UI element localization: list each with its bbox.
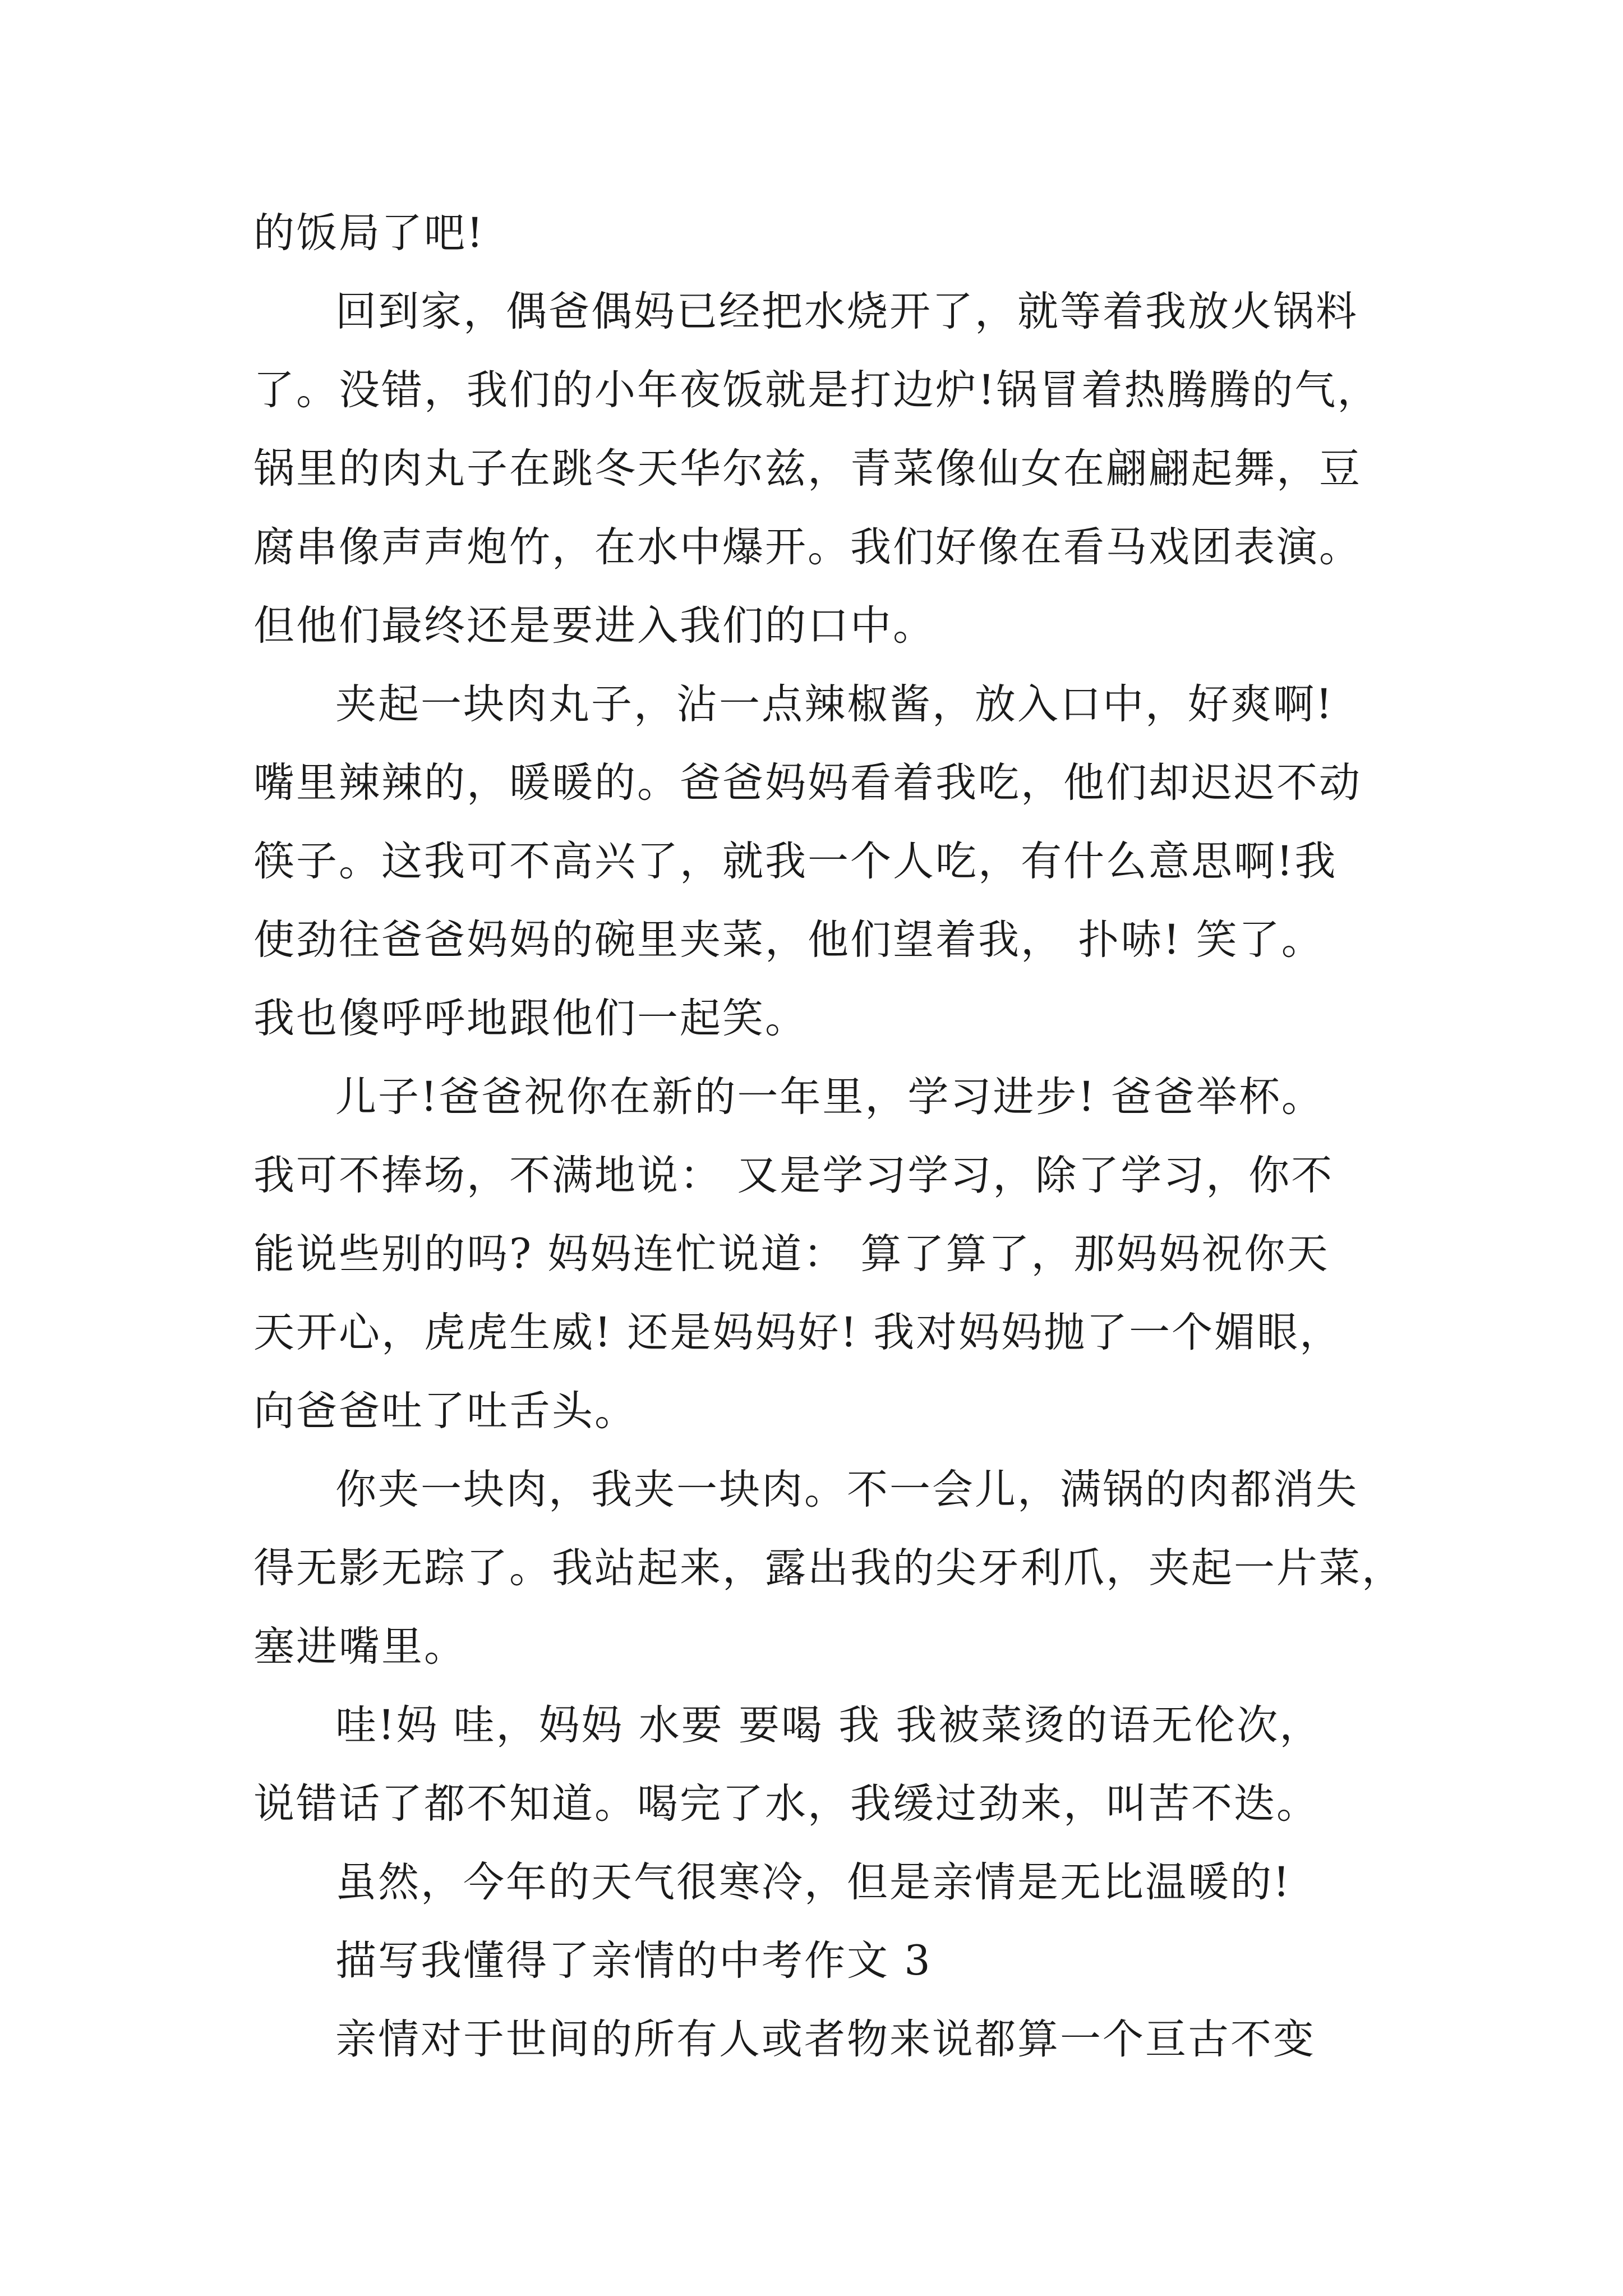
text-line: 但他们最终还是要进入我们的口中。 — [253, 602, 935, 650]
text-line: 回到家，偶爸偶妈已经把水烧开了，就等着我放火锅料 — [335, 288, 1358, 335]
text-line: 嘴里辣辣的，暖暖的。爸爸妈妈看着我吃，他们却迟迟不动 — [253, 759, 1362, 807]
text-line: 天开心，虎虎生威! 还是妈妈好! 我对妈妈抛了一个媚眼， — [253, 1309, 1343, 1356]
text-line: 说错话了都不知道。喝完了水，我缓过劲来，叫苦不迭。 — [253, 1780, 1319, 1828]
body-text — [253, 194, 1409, 2079]
text-line: 得无影无踪了。我站起来，露出我的尖牙利爪，夹起一片菜， — [253, 1544, 1404, 1592]
text-line: 向爸爸吐了吐舌头。 — [253, 1387, 637, 1435]
text-line: 锅里的肉丸子在跳冬天华尔兹，青菜像仙女在翩翩起舞，豆 — [253, 445, 1362, 493]
text-line: 能说些别的吗? 妈妈连忙说道： 算了算了，那妈妈祝你天 — [253, 1230, 1330, 1278]
text-line: 筷子。这我可不高兴了，就我一个人吃，有什么意思啊!我 — [253, 838, 1338, 885]
text-line: 你夹一块肉，我夹一块肉。不一会儿，满锅的肉都消失 — [335, 1466, 1358, 1513]
text-line: 哇!妈 哇，妈妈 水要 要喝 我 我被菜烫的语无伦次， — [335, 1701, 1322, 1749]
text-line: 的饭局了吧! — [253, 209, 485, 257]
text-line: 我也傻呼呼地跟他们一起笑。 — [253, 995, 808, 1042]
text-line: 亲情对于世间的所有人或者物来说都算一个亘古不变 — [335, 2016, 1316, 2063]
section-heading: 描写我懂得了亲情的中考作文 3 — [335, 1937, 932, 1985]
text-line: 使劲往爸爸妈妈的碗里夹菜，他们望着我， 扑哧! 笑了。 — [253, 916, 1324, 964]
text-line: 了。没错，我们的小年夜饭就是打边炉!锅冒着热腾腾的气， — [253, 366, 1380, 414]
text-line: 腐串像声声炮竹，在水中爆开。我们好像在看马戏团表演。 — [253, 523, 1362, 571]
text-line: 我可不捧场，不满地说： 又是学习学习，除了学习，你不 — [253, 1152, 1334, 1199]
text-line: 夹起一块肉丸子，沾一点辣椒酱，放入口中，好爽啊! — [335, 680, 1334, 728]
text-line: 塞进嘴里。 — [253, 1623, 467, 1671]
text-line: 虽然，今年的天气很寒冷，但是亲情是无比温暖的! — [335, 1858, 1292, 1906]
text-line: 儿子!爸爸祝你在新的一年里，学习进步! 爸爸举杯。 — [335, 1073, 1324, 1121]
